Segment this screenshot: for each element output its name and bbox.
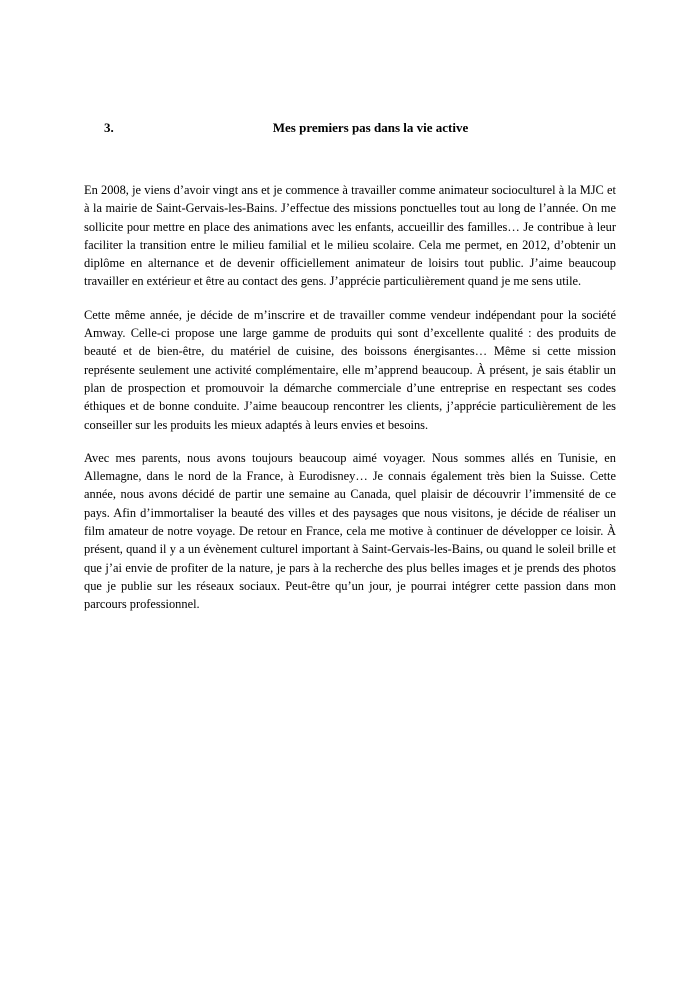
- paragraph-amway: Cette même année, je décide de m’inscrire et de travailler comme vendeur indépendant pour la société Amway. Celle-ci propose une large gamme de produits qui sont d’excellente qualité : des produits de beauté et de bien-être, du matériel de cuisine, des boissons énergisantes… Même si cette mission représente seulement une activité complémentaire, elle m’apprend beaucoup. À présent, je sais établir un plan de prospection et promouvoir la démarche commerciale d’une entreprise en respectant ses codes éthiques et de bonne conduite. J’aime beaucoup rencontrer les clients, j’apprécie particulièrement de les conseiller sur les produits les mieux adaptés à leurs envies et besoins.: [84, 307, 616, 432]
- section-number: 3.: [104, 120, 114, 135]
- section-heading: [0, 119, 699, 137]
- section-title: Mes premiers pas dans la vie active: [272, 120, 469, 135]
- paragraph-voyages: Avec mes parents, nous avons toujours beaucoup aimé voyager. Nous sommes allés en Tunisie, en Allemagne, dans le nord de la France, à Eurodisney… Je connais également très bien la Suisse. Cette année, nous avons décidé de partir une semaine au Canada, quel plaisir de découvrir l’immensité de ce pays. Afin d’immortaliser la beauté des villes et des paysages que nous visitons, je décide de réaliser un film amateur de notre voyage. De retour en France, cela me motive à continuer de développer ce loisir. À présent, quand il y a un évènement culturel important à Saint-Gervais-les-Bains, ou quand le soleil brille et que j’ai envie de profiter de la nature, je pars à la recherche des plus belles images et je prends des photos que je publie sur les réseaux sociaux. Peut-être qu’un jour, je pourrai intégrer cette passion dans mon parcours professionnel.: [84, 450, 616, 612]
- paragraph-animateur: En 2008, je viens d’avoir vingt ans et je commence à travailler comme animateur socioculturel à la MJC et à la mairie de Saint-Gervais-les-Bains. J’effectue des missions ponctuelles tout au long de l’année. On me sollicite pour mettre en place des animations avec les enfants, accueillir des familles… Je contribue à leur faciliter la transition entre le milieu familial et le milieu scolaire. Cela me permet, en 2012, d’obtenir un diplôme en alternance et de devenir officiellement animateur de loisirs tout public. J’aime beaucoup travailler en extérieur et être au contact des gens. J’apprécie particulièrement quand je me sens utile.: [84, 183, 616, 289]
- section-body: [84, 181, 616, 629]
